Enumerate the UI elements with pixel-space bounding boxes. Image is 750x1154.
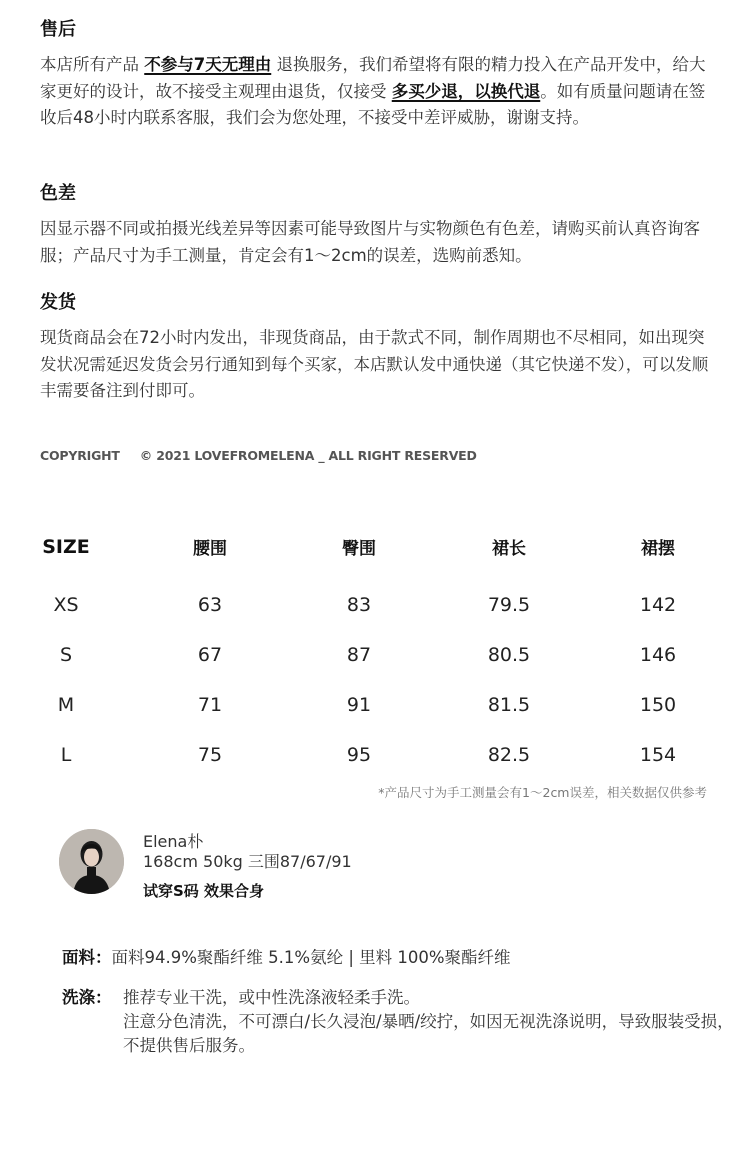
washing-line-1: 推荐专业干洗，或中性洗涤液轻柔手洗。 bbox=[123, 988, 420, 1007]
header-hip: 臀围 bbox=[342, 539, 376, 559]
washing-info bbox=[62, 986, 742, 1058]
model-portrait-icon bbox=[59, 829, 124, 894]
table-row bbox=[0, 630, 750, 680]
table-row bbox=[0, 680, 750, 730]
after-sales-text-2: 退换服务，我们希望将有限的精力投入在产品开发中，给大家更好的设计，故不接受主观理由退货，仅接受 bbox=[40, 55, 706, 101]
exchange-policy-emphasis: 多买少退，以换代退 bbox=[391, 81, 541, 101]
after-sales-title: 售后 bbox=[40, 19, 76, 40]
header-skirt-length: 裙长 bbox=[492, 539, 526, 559]
table-row bbox=[0, 730, 750, 780]
color-difference-title: 色差 bbox=[40, 183, 76, 204]
no-7day-return-emphasis: 不参与7天无理由 bbox=[144, 55, 272, 74]
waist-cell: 63 bbox=[197, 594, 223, 616]
hip-cell: 83 bbox=[346, 594, 372, 616]
fabric-label: 面料： bbox=[62, 948, 112, 967]
washing-instructions bbox=[123, 986, 742, 1058]
hip-cell: 95 bbox=[346, 744, 372, 766]
size-note: *产品尺寸为手工测量会有1～2cm误差，相关数据仅供参考 bbox=[378, 785, 707, 800]
after-sales-text-3: 。如有质量问题请在签收后48小时内联系客服，我们会为您处理，不接受中差评威胁，谢谢支持。 bbox=[40, 81, 706, 127]
after-sales-text bbox=[40, 52, 716, 132]
model-name: Elena朴 bbox=[143, 832, 204, 851]
hem-cell: 150 bbox=[639, 694, 677, 716]
color-difference-text: 因显示器不同或拍摄光线差异等因素可能导致图片与实物颜色有色差，请购买前认真咨询客服；产品尺寸为手工测量，肯定会有1～2cm的误差，选购前悉知。 bbox=[40, 219, 700, 265]
model-fit: 试穿S码 效果合身 bbox=[143, 882, 265, 900]
size-cell: XS bbox=[53, 594, 79, 616]
table-row bbox=[0, 580, 750, 630]
model-stats: 168cm 50kg 三围87/67/91 bbox=[143, 852, 352, 871]
length-cell: 81.5 bbox=[487, 694, 531, 716]
size-cell: M bbox=[57, 694, 75, 716]
header-hem: 裙摆 bbox=[641, 539, 675, 559]
hip-cell: 91 bbox=[346, 694, 372, 716]
copyright-line bbox=[40, 448, 477, 463]
shipping-text: 现货商品会在72小时内发出，非现货商品，由于款式不同，制作周期也不尽相同，如出现突发状况需延迟发货会另行通知到每个买家，本店默认发中通快递（其它快递不发），可以发顺丰需要备注到付即可。 bbox=[40, 328, 709, 400]
waist-cell: 67 bbox=[197, 644, 223, 666]
hip-cell: 87 bbox=[346, 644, 372, 666]
hem-cell: 146 bbox=[639, 644, 677, 666]
avatar bbox=[59, 829, 124, 894]
size-table bbox=[0, 530, 750, 780]
waist-cell: 75 bbox=[197, 744, 223, 766]
header-waist: 腰围 bbox=[193, 539, 227, 559]
header-size: SIZE bbox=[42, 536, 90, 558]
fabric-info bbox=[62, 946, 511, 970]
color-difference-section bbox=[40, 182, 716, 269]
shipping-section bbox=[40, 291, 716, 405]
waist-cell: 71 bbox=[197, 694, 223, 716]
size-cell: S bbox=[59, 644, 73, 666]
fabric-text: 面料94.9%聚酯纤维 5.1%氨纶 | 里料 100%聚酯纤维 bbox=[111, 948, 511, 967]
size-cell: L bbox=[60, 744, 72, 766]
copyright-text: © 2021 LOVEFROMELENA _ ALL RIGHT RESERVED bbox=[139, 448, 477, 463]
washing-line-2: 注意分色清洗，不可漂白/长久浸泡/暴晒/绞拧，如因无视洗涤说明，导致服装受损，不提供售后服务。 bbox=[123, 1012, 734, 1055]
after-sales-text-1: 本店所有产品 bbox=[40, 55, 145, 74]
length-cell: 79.5 bbox=[487, 594, 531, 616]
shipping-title: 发货 bbox=[40, 292, 76, 313]
length-cell: 80.5 bbox=[487, 644, 531, 666]
size-table-header bbox=[0, 530, 750, 580]
length-cell: 82.5 bbox=[487, 744, 531, 766]
hem-cell: 154 bbox=[639, 744, 677, 766]
washing-label: 洗涤： bbox=[62, 988, 112, 1007]
hem-cell: 142 bbox=[639, 594, 677, 616]
copyright-label: COPYRIGHT bbox=[40, 448, 120, 463]
after-sales-section bbox=[40, 18, 716, 132]
